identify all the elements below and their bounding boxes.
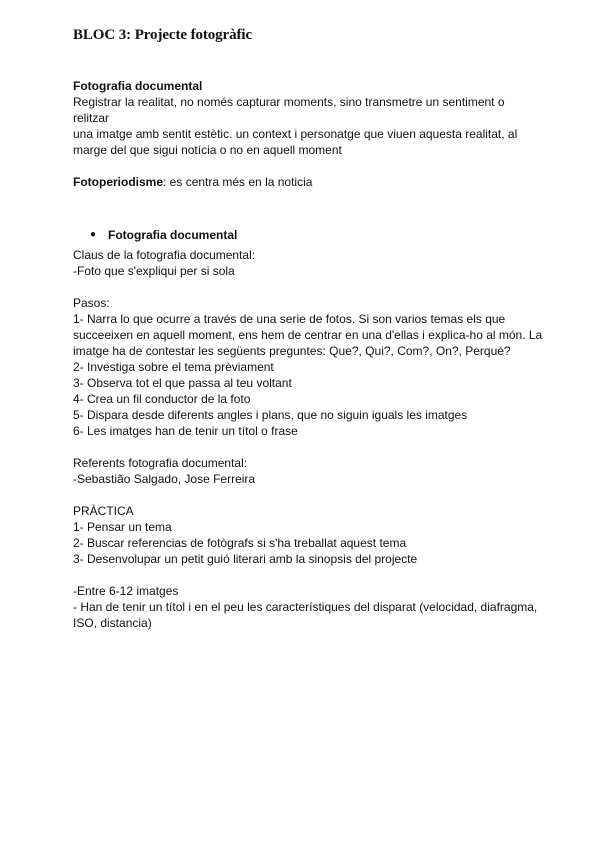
section-heading: Fotografia documental bbox=[108, 228, 238, 242]
fotoperiodisme-term: Fotoperiodisme bbox=[73, 175, 164, 189]
pasos-item: 3- Observa tot el que passa al teu voltant bbox=[73, 376, 292, 390]
intro-heading: Fotografia documental bbox=[73, 79, 203, 93]
pasos-label: Pasos: bbox=[73, 296, 110, 310]
intro-line: marge del que sigui notícia o no en aquell moment bbox=[73, 143, 342, 157]
pasos-item: 2- Investiga sobre el tema prèviament bbox=[73, 360, 274, 374]
note-item: - Han de tenir un títol i en el peu les característiques del disparat (velocidad, diafragma, bbox=[73, 600, 538, 614]
referents-item: -Sebastião Salgado, Jose Ferreira bbox=[73, 472, 256, 486]
pasos-item: 4- Crea un fil conductor de la foto bbox=[73, 392, 251, 406]
pasos-item: 5- Dispara desde diferents angles i plans, que no siguin iguals les imatges bbox=[73, 408, 468, 422]
practica-item: 1- Pensar un tema bbox=[73, 520, 172, 534]
bullet-icon: ● bbox=[90, 229, 97, 240]
pasos-item: 1- Narra lo que ocurre a través de una serie de fotos. Si son varios temas els que bbox=[73, 312, 506, 326]
note-item: ISO, distancia) bbox=[73, 616, 152, 630]
referents-label: Referents fotografia documental: bbox=[73, 456, 248, 470]
note-item: -Entre 6-12 imatges bbox=[73, 584, 179, 598]
section-heading-bullet bbox=[90, 227, 543, 243]
intro-line: Registrar la realitat, no només capturar moments, sino transmetre un sentiment o relitzar bbox=[73, 95, 505, 125]
practica-item: 3- Desenvolupar un petit guió literari amb la sinopsis del projecte bbox=[73, 552, 418, 566]
pasos-item: 6- Les imatges han de tenir un títol o frase bbox=[73, 424, 298, 438]
document-body bbox=[73, 78, 543, 631]
page-title: BLOC 3: Projecte fotogràfic bbox=[73, 27, 253, 43]
fotoperiodisme-text: : es centra més en la noticia bbox=[163, 175, 313, 189]
intro-line: una imatge amb sentit estètic. un context i personatge que viuen aquesta realitat, al bbox=[73, 127, 518, 141]
pasos-item: imatge ha de contestar les següents preguntes: Que?, Qui?, Com?, On?, Perquè? bbox=[73, 344, 511, 358]
fotoperiodisme-definition bbox=[73, 174, 543, 190]
practica-item: 2- Buscar referencias de fotògrafs si s'ha treballat aquest tema bbox=[73, 536, 407, 550]
claus-item: -Foto que s'expliqui per si sola bbox=[73, 264, 235, 278]
claus-label: Claus de la fotografia documental: bbox=[73, 248, 256, 262]
practica-label: PRÀCTICA bbox=[73, 504, 134, 518]
pasos-item: succeeixen en aquell moment, ens hem de centrar en una d'ellas i explica-ho al món. La bbox=[73, 328, 543, 342]
